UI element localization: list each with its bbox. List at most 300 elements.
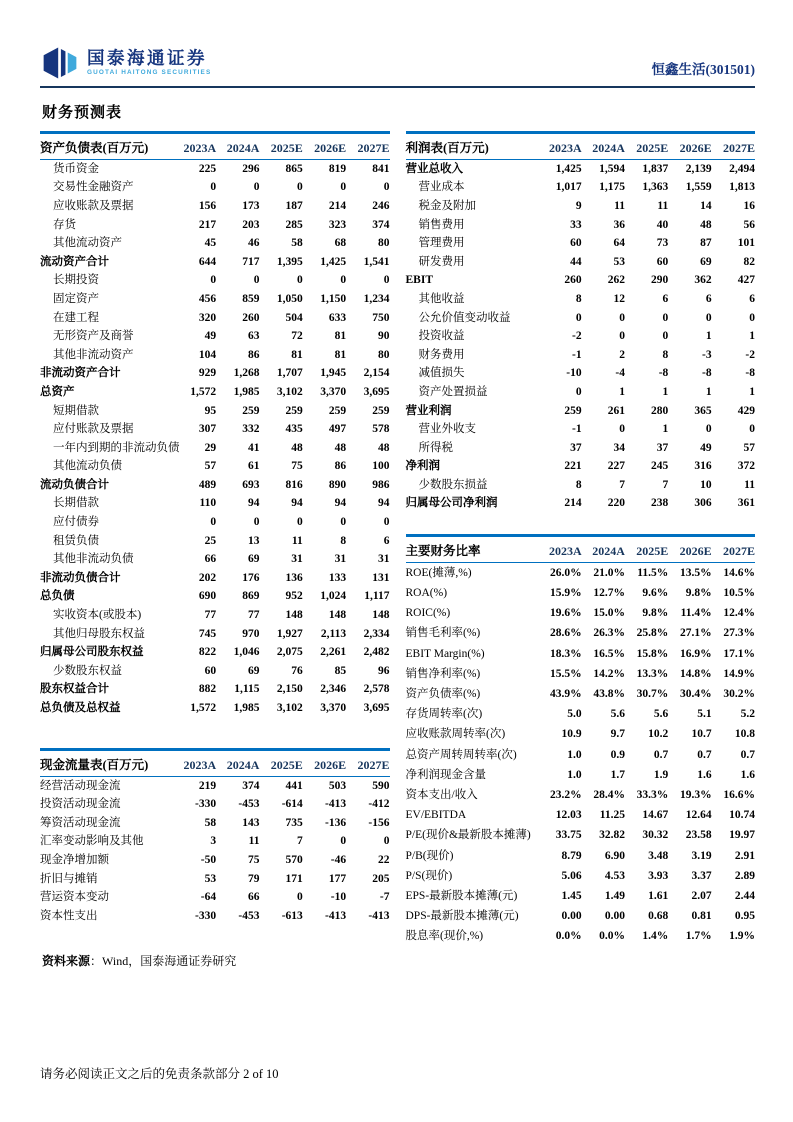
cell-value: 280: [651, 404, 669, 417]
row-label: ROE(摊薄,%): [405, 566, 472, 579]
cell-value: 372: [737, 460, 755, 473]
row-label: 其他非流动负债: [53, 553, 134, 566]
cell-value: -8: [658, 367, 669, 380]
cell-value: 2,075: [276, 646, 303, 659]
table-columns: [40, 131, 755, 969]
cell-value: 1,572: [190, 702, 217, 715]
cell-value: 2,346: [320, 683, 347, 696]
cell-value: 489: [198, 478, 217, 491]
cell-value: 259: [242, 404, 260, 417]
cell-value: 26.0%: [550, 566, 582, 579]
cell-value: 1,985: [233, 702, 260, 715]
table-row: [40, 216, 390, 235]
cell-value: 2.07: [691, 889, 712, 902]
table-row: [40, 420, 390, 439]
cell-value: -330: [195, 798, 217, 811]
table-row: [406, 866, 756, 886]
cell-value: 5.1: [697, 708, 712, 721]
table-row: [406, 197, 756, 216]
cell-value: 1: [749, 330, 755, 343]
cell-value: 131: [372, 571, 390, 584]
row-label: P/B(现价): [405, 849, 454, 862]
row-label: 非流动负债合计: [40, 571, 121, 584]
cell-value: -413: [325, 909, 347, 922]
cell-value: 1,363: [642, 181, 669, 194]
cell-value: 3,102: [276, 385, 303, 398]
table-row: [40, 569, 390, 588]
stock-name: 恒鑫生活(301501): [651, 62, 755, 77]
cell-value: 19.3%: [680, 788, 712, 801]
cell-value: -8: [702, 367, 712, 380]
cell-value: -156: [368, 816, 390, 829]
cell-value: 27.1%: [680, 627, 712, 640]
table-row: [40, 513, 390, 532]
cell-value: 94: [378, 497, 390, 510]
row-label: 资本支出/收入: [405, 788, 478, 801]
cell-value: 36: [613, 218, 625, 231]
cell-value: -453: [238, 798, 260, 811]
cell-value: 1,425: [320, 255, 347, 268]
cell-value: 1.6: [740, 768, 755, 781]
cell-value: 1,594: [599, 162, 625, 175]
cell-value: 0: [383, 274, 390, 287]
cell-value: 60: [656, 255, 669, 268]
cell-value: 750: [372, 311, 390, 324]
cell-value: 0.7: [740, 748, 755, 761]
cell-value: 1.9%: [729, 930, 755, 943]
cell-value: -1: [572, 348, 582, 361]
row-label: 归属母公司股东权益: [40, 646, 144, 659]
cell-value: 238: [651, 497, 669, 510]
table-row: [406, 563, 756, 584]
cell-value: -412: [368, 798, 390, 811]
cell-value: 75: [291, 460, 303, 473]
table-row: [40, 346, 390, 365]
table-row: [406, 346, 756, 365]
cell-value: 1.7%: [685, 930, 712, 943]
cell-value: 96: [378, 664, 390, 677]
table-row: [406, 234, 756, 253]
cell-value: 1,813: [729, 181, 755, 194]
table-row: [40, 290, 390, 309]
cell-value: 3,370: [320, 702, 347, 715]
financial-grid: [406, 534, 756, 947]
cell-value: 0: [210, 181, 217, 194]
column-header: 2025E: [625, 536, 668, 563]
brand-subtitle: GUOTAI HAITONG SECURITIES: [87, 69, 212, 77]
cell-value: 176: [242, 571, 260, 584]
row-label: 固定资产: [53, 292, 99, 305]
row-label: 汇率变动影响及其他: [40, 835, 144, 848]
row-label: EBIT: [405, 274, 433, 287]
column-header: 2026E: [303, 133, 346, 160]
page-title: 财务预测表: [42, 105, 123, 121]
cell-value: 15.9%: [550, 587, 582, 600]
cell-value: 633: [328, 311, 347, 324]
row-label: 折旧与摊销: [40, 872, 98, 885]
table-row: [406, 886, 756, 906]
column-header: 2024A: [582, 133, 625, 160]
cell-value: 2,261: [320, 646, 347, 659]
cell-value: 0: [253, 274, 260, 287]
cell-value: 173: [242, 199, 260, 212]
cell-value: 3.37: [691, 869, 712, 882]
cell-value: 45: [204, 237, 217, 250]
row-label: DPS-最新股本摊薄(元): [405, 910, 519, 923]
cell-value: 148: [328, 609, 347, 622]
financial-grid: [40, 748, 390, 926]
cell-value: -453: [238, 909, 260, 922]
cell-value: -4: [615, 367, 625, 380]
row-label: 其他流动负债: [53, 460, 122, 473]
cell-value: 9.8%: [685, 587, 712, 600]
cell-value: 259: [564, 404, 582, 417]
cell-value: 40: [656, 218, 669, 231]
cell-value: 11.4%: [680, 607, 712, 620]
cell-value: 25: [204, 534, 217, 547]
cell-value: -1: [572, 423, 582, 436]
cell-value: 1: [662, 423, 669, 436]
cell-value: 0: [253, 516, 260, 529]
table-title: 资产负债表(百万元): [40, 133, 173, 160]
cell-value: -10: [566, 367, 582, 380]
cell-value: 361: [737, 497, 755, 510]
cell-value: 217: [198, 218, 217, 231]
cell-value: 2,154: [363, 367, 390, 380]
cell-value: 2,139: [685, 162, 712, 175]
cell-value: 890: [328, 478, 347, 491]
table-row: [406, 290, 756, 309]
table-row: [40, 197, 390, 216]
cell-value: 1,572: [190, 385, 217, 398]
cell-value: 23.2%: [550, 788, 582, 801]
cell-value: 0.95: [734, 910, 755, 923]
cell-value: 30.4%: [680, 688, 712, 700]
table-row: [406, 458, 756, 477]
cell-value: 16: [743, 199, 755, 212]
cell-value: 101: [737, 237, 755, 250]
cell-value: -7: [379, 891, 390, 904]
cell-value: 104: [198, 348, 217, 361]
row-label: 投资活动现金流: [40, 798, 121, 811]
cell-value: 15.8%: [636, 647, 669, 660]
cell-value: 816: [285, 478, 303, 491]
row-label: 短期借款: [53, 404, 99, 417]
table-row: [406, 705, 756, 725]
cell-value: 1,945: [320, 367, 347, 380]
cell-value: 14.6%: [723, 566, 755, 579]
table-row: [406, 725, 756, 745]
cell-value: 260: [564, 274, 582, 287]
footer-page-number: 2 of 10: [243, 1067, 279, 1081]
cell-value: 0: [340, 516, 347, 529]
table-row: [40, 458, 390, 477]
cell-value: 8: [340, 534, 347, 547]
cell-value: 822: [198, 646, 217, 659]
cell-value: 187: [285, 199, 303, 212]
cell-value: 882: [198, 683, 217, 696]
cell-value: 0: [340, 181, 347, 194]
row-label: 一年内到期的非流动负债: [53, 441, 180, 454]
cell-value: 79: [247, 872, 260, 885]
row-label: EPS-最新股本摊薄(元): [405, 889, 518, 902]
cell-value: 1.6: [697, 768, 712, 781]
cell-value: 156: [198, 199, 217, 212]
cell-value: 177: [328, 872, 347, 885]
table-row: [406, 383, 756, 402]
cell-value: -413: [325, 798, 347, 811]
row-label: 净利润现金含量: [405, 768, 486, 781]
table-row: [406, 806, 756, 826]
cell-value: 11: [248, 835, 260, 848]
cell-value: 11.25: [599, 809, 625, 822]
table-row: [40, 870, 390, 889]
cell-value: 14.9%: [723, 667, 755, 680]
cell-value: 9.6%: [642, 587, 669, 600]
row-label: 归属母公司净利润: [405, 497, 498, 510]
cell-value: 0: [210, 516, 217, 529]
cell-value: 16.9%: [680, 647, 712, 660]
cell-value: 690: [198, 590, 217, 603]
cell-value: 63: [247, 330, 260, 343]
cell-value: 22: [378, 853, 390, 866]
row-label: 股东权益合计: [40, 683, 109, 696]
cell-value: 43.9%: [550, 688, 582, 700]
cell-value: 49: [700, 441, 712, 454]
row-label: 营业成本: [418, 181, 465, 194]
cell-value: 362: [694, 274, 712, 287]
column-header: 2027E: [346, 133, 389, 160]
cell-value: 10.5%: [723, 587, 755, 600]
table-row: [40, 833, 390, 852]
row-label: 营运资本变动: [40, 891, 109, 904]
cell-value: 214: [564, 497, 582, 510]
cell-value: 3,695: [363, 385, 390, 398]
row-label: 其他流动资产: [53, 237, 122, 250]
cell-value: 1,559: [685, 181, 712, 194]
table-row: [406, 785, 756, 805]
table-row: [406, 327, 756, 346]
cell-value: 1.4%: [642, 930, 669, 943]
cell-value: 143: [242, 816, 260, 829]
cell-value: 94: [247, 497, 260, 510]
cell-value: 2,482: [363, 646, 390, 659]
cell-value: 0.81: [691, 910, 712, 923]
table-row: [40, 179, 390, 198]
cell-value: 61: [247, 460, 260, 473]
cell-value: 11.5%: [637, 566, 669, 579]
cell-value: 12.7%: [593, 587, 625, 600]
column-header: 2024A: [582, 536, 625, 563]
cell-value: 735: [285, 816, 303, 829]
table-row: [40, 888, 390, 907]
column-header: 2024A: [216, 133, 259, 160]
cell-value: 0: [383, 835, 390, 848]
cell-value: 1.49: [604, 889, 625, 902]
cell-value: 0: [340, 274, 347, 287]
cell-value: 1,985: [233, 385, 260, 398]
row-label: 少数股东权益: [53, 664, 122, 677]
table-row: [40, 588, 390, 607]
cell-value: 26.3%: [593, 627, 625, 640]
cell-value: 13.5%: [680, 566, 712, 579]
row-label: 存货周转率(次): [405, 708, 483, 721]
cell-value: 85: [334, 664, 347, 677]
table-row: [406, 604, 756, 624]
cell-value: 6: [749, 292, 755, 305]
column-header: 2025E: [259, 749, 302, 776]
row-label: 租赁负债: [53, 534, 99, 547]
cell-value: 2,113: [320, 627, 347, 640]
cell-value: 323: [328, 218, 347, 231]
cell-value: 0: [340, 835, 347, 848]
cell-value: -50: [200, 853, 217, 866]
cell-value: 0.0%: [555, 930, 582, 943]
cell-value: 81: [334, 348, 347, 361]
cell-value: 2,494: [729, 162, 755, 175]
cell-value: 58: [204, 816, 217, 829]
cell-value: 316: [694, 460, 712, 473]
cell-value: 82: [743, 255, 755, 268]
row-label: 销售费用: [418, 218, 465, 231]
cell-value: 33.75: [555, 829, 582, 842]
cell-value: 0: [662, 311, 669, 324]
cell-value: 21.0%: [593, 566, 625, 579]
cell-value: 94: [291, 497, 303, 510]
cell-value: 214: [328, 199, 347, 212]
cell-value: 1.7: [610, 768, 625, 781]
cell-value: 865: [285, 162, 303, 175]
cell-value: 28.4%: [593, 788, 625, 801]
cell-value: 2.44: [734, 889, 755, 902]
row-label: P/E(现价&最新股本摊薄): [405, 829, 531, 842]
column-header: 2026E: [668, 133, 711, 160]
cell-value: 10.8: [734, 728, 755, 741]
cell-value: 0.0%: [599, 930, 625, 943]
table-row: [406, 906, 756, 926]
table-row: [40, 776, 390, 795]
cell-value: 306: [694, 497, 712, 510]
row-label: 货币资金: [53, 162, 99, 175]
cell-value: 8: [575, 292, 582, 305]
column-header: 2026E: [303, 749, 346, 776]
cell-value: 5.06: [561, 869, 582, 882]
cell-value: 285: [285, 218, 303, 231]
cell-value: 205: [372, 872, 390, 885]
cell-value: 307: [198, 423, 217, 436]
row-label: 筹资活动现金流: [40, 816, 121, 829]
cell-value: 11: [657, 199, 669, 212]
cell-value: 14.67: [642, 809, 669, 822]
table-title: 利润表(百万元): [406, 133, 539, 160]
cell-value: 0: [705, 423, 712, 436]
row-label: 在建工程: [53, 311, 99, 324]
cell-value: 245: [651, 460, 669, 473]
cell-value: 31: [291, 553, 303, 566]
cell-value: 10.7: [691, 728, 712, 741]
row-label: 总负债及总权益: [40, 702, 121, 715]
cell-value: 1,115: [234, 683, 260, 696]
row-label: 总负债: [40, 590, 75, 603]
cell-value: 0: [575, 311, 582, 324]
page-header: [40, 46, 755, 88]
cell-value: 30.2%: [723, 688, 755, 700]
cell-value: 3.93: [648, 869, 669, 882]
row-label: 其他归母股东权益: [53, 627, 145, 640]
cell-value: 14: [700, 199, 712, 212]
income-statement-table: [406, 131, 756, 513]
cell-value: 3,695: [363, 702, 390, 715]
cell-value: 44: [570, 255, 582, 268]
table-row: [406, 927, 756, 947]
cell-value: 9.8%: [642, 607, 669, 620]
cell-value: 15.0%: [593, 607, 625, 620]
table-row: [406, 439, 756, 458]
table-row: [406, 309, 756, 328]
cell-value: 48: [334, 441, 347, 454]
cell-value: 4.53: [604, 869, 625, 882]
cell-value: 0.9: [610, 748, 625, 761]
row-label: 投资收益: [418, 330, 465, 343]
cell-value: 8: [575, 478, 582, 491]
cell-value: 2.89: [734, 869, 755, 882]
table-row: [40, 476, 390, 495]
table-row: [406, 272, 756, 291]
cell-value: 13.3%: [636, 667, 669, 680]
cell-value: 0: [210, 274, 217, 287]
cell-value: 435: [285, 423, 303, 436]
row-label: 财务费用: [418, 348, 465, 361]
cell-value: 745: [198, 627, 217, 640]
row-label: 实收资本(或股本): [53, 609, 142, 622]
cell-value: 5.2: [740, 708, 755, 721]
cell-value: 0: [253, 181, 260, 194]
table-row: [40, 253, 390, 272]
row-label: 流动资产合计: [40, 255, 109, 268]
cell-value: 75: [247, 853, 260, 866]
cell-value: 12: [613, 292, 625, 305]
table-row: [40, 814, 390, 833]
cell-value: 80: [378, 237, 390, 250]
cell-value: 261: [607, 404, 625, 417]
cell-value: 9: [575, 199, 582, 212]
table-row: [40, 681, 390, 700]
cell-value: 0: [383, 516, 390, 529]
cell-value: 19.97: [729, 829, 755, 842]
cell-value: 429: [737, 404, 755, 417]
cell-value: 0.7: [653, 748, 669, 761]
cell-value: 0: [297, 891, 303, 904]
table-row: [40, 327, 390, 346]
cell-value: 48: [700, 218, 712, 231]
cell-value: 1,175: [599, 181, 625, 194]
table-row: [40, 365, 390, 384]
row-label: 流动负债合计: [40, 478, 109, 491]
cell-value: 28.6%: [550, 627, 582, 640]
cell-value: 32.82: [599, 829, 625, 842]
column-header: 2025E: [625, 133, 668, 160]
cell-value: 86: [334, 460, 347, 473]
cell-value: 2,150: [276, 683, 303, 696]
cell-value: 986: [372, 478, 390, 491]
cell-value: 60: [570, 237, 582, 250]
cell-value: 16.5%: [593, 647, 625, 660]
cell-value: 578: [372, 423, 390, 436]
row-label: 经营活动现金流: [40, 779, 121, 792]
table-row: [40, 795, 390, 814]
cell-value: 33.3%: [636, 788, 669, 801]
cell-value: 0: [619, 311, 625, 324]
